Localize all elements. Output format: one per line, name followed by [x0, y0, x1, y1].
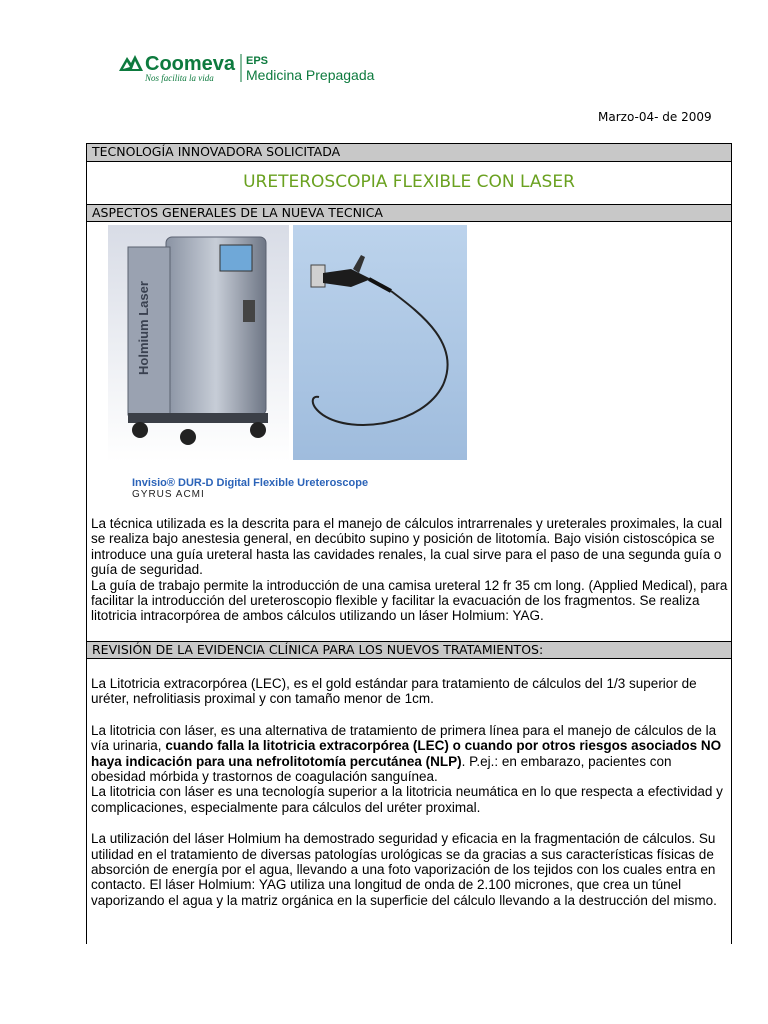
section-header-general: ASPECTOS GENERALES DE LA NUEVA TECNICA: [87, 204, 731, 222]
section-header-technology: TECNOLOGÍA INNOVADORA SOLICITADA: [87, 144, 731, 162]
coomeva-logo: [117, 51, 387, 85]
logo-tagline: Nos facilita la vida: [145, 73, 214, 83]
document-table: [86, 143, 732, 944]
logo-mountains-icon: [119, 55, 143, 71]
image-caption-product: Invisio® DUR-D Digital Flexible Ureteroscope: [132, 477, 369, 489]
document-date: Marzo-04- de 2009: [598, 110, 712, 124]
paragraph-laser-alternative: La litotricia con láser, es una alternativa de tratamiento de primera línea para el manejo de cálculos de la vía urinaria, cuando falla la litotricia extracorpórea (LEC) o cuando por otros riesgos asociados NO haya indicación para una nefrolitotomía percutánea (NLP). P.ej.: en embarazo, pacientes con obesidad mórbida y trastornos de coagulación sanguínea.: [91, 722, 722, 785]
general-technique-text: [91, 516, 729, 624]
machine-label: Holmium Laser: [136, 281, 151, 375]
holmium-laser-image: [108, 225, 289, 462]
technology-title: URETEROSCOPIA FLEXIBLE CON LASER: [243, 172, 575, 192]
logo-brand: Coomeva: [145, 53, 236, 75]
laser-indication-bold: cuando falla la litotricia extracorpórea (LEC) o cuando por otros riesgos asociados NO haya indicación para una nefrolitotomía percutánea (NLP): [91, 738, 722, 769]
paragraph-holmium: La utilización del láser Holmium ha demostrado seguridad y eficacia en la fragmentación de cálculos. Su utilidad en el tratamiento de diversas patologías urológicas se da gracias a sus características físicas de absorción de energía por el agua, llevando a una foto vaporización de los tejidos con los cuales entra en contacto. El láser Holmium: YAG utiliza una longitud de onda de 2.100 micrones, que crea un túnel vaporizando el agua y la matriz orgánica en la superficie del cálculo llevando a la destrucción del mismo.: [91, 831, 717, 908]
paragraph-laser-superior: La litotricia con láser es una tecnología superior a la litotricia neumática en lo que respecta a efectividad y complicaciones, especialmente para cálculos del uréter proximal.: [91, 784, 723, 815]
logo-product: Medicina Prepagada: [246, 67, 375, 83]
paragraph-technique: La técnica utilizada es la descrita para el manejo de cálculos intrarrenales y ureterales proximales, la cual se realiza bajo anestesia general, en decúbito supino y posición de litotomía. Bajo visión cistoscópica se introduce una guía ureteral hasta las cavidades renales, la cual sirve para el paso de una segunda guía o guía de seguridad.: [91, 516, 723, 578]
paragraph-guide: La guía de trabajo permite la introducción de una camisa ureteral 12 fr 35 cm long. (Applied Medical), para facilitar la introducción del ureteroscopio flexible y facilitar la evacuación de los fragmentos. Se realiza litotricia intracorpórea de ambos cálculos utilizando un láser Holmium: YAG.: [91, 577, 728, 624]
section-header-evidence: REVISIÓN DE LA EVIDENCIA CLÍNICA PARA LOS NUEVOS TRATAMIENTOS:: [87, 641, 731, 659]
paragraph-lec: La Litotricia extracorpórea (LEC), es el gold estándar para tratamiento de cálculos del 1/3 superior de uréter, nefrolitiasis proximal y con tamaño menor de 1cm.: [91, 676, 697, 707]
ureteroscope-image: [293, 225, 467, 460]
evidence-text: [91, 676, 729, 908]
logo-eps: EPS: [246, 55, 269, 67]
image-caption-maker: GYRUS ACMI: [132, 489, 205, 500]
